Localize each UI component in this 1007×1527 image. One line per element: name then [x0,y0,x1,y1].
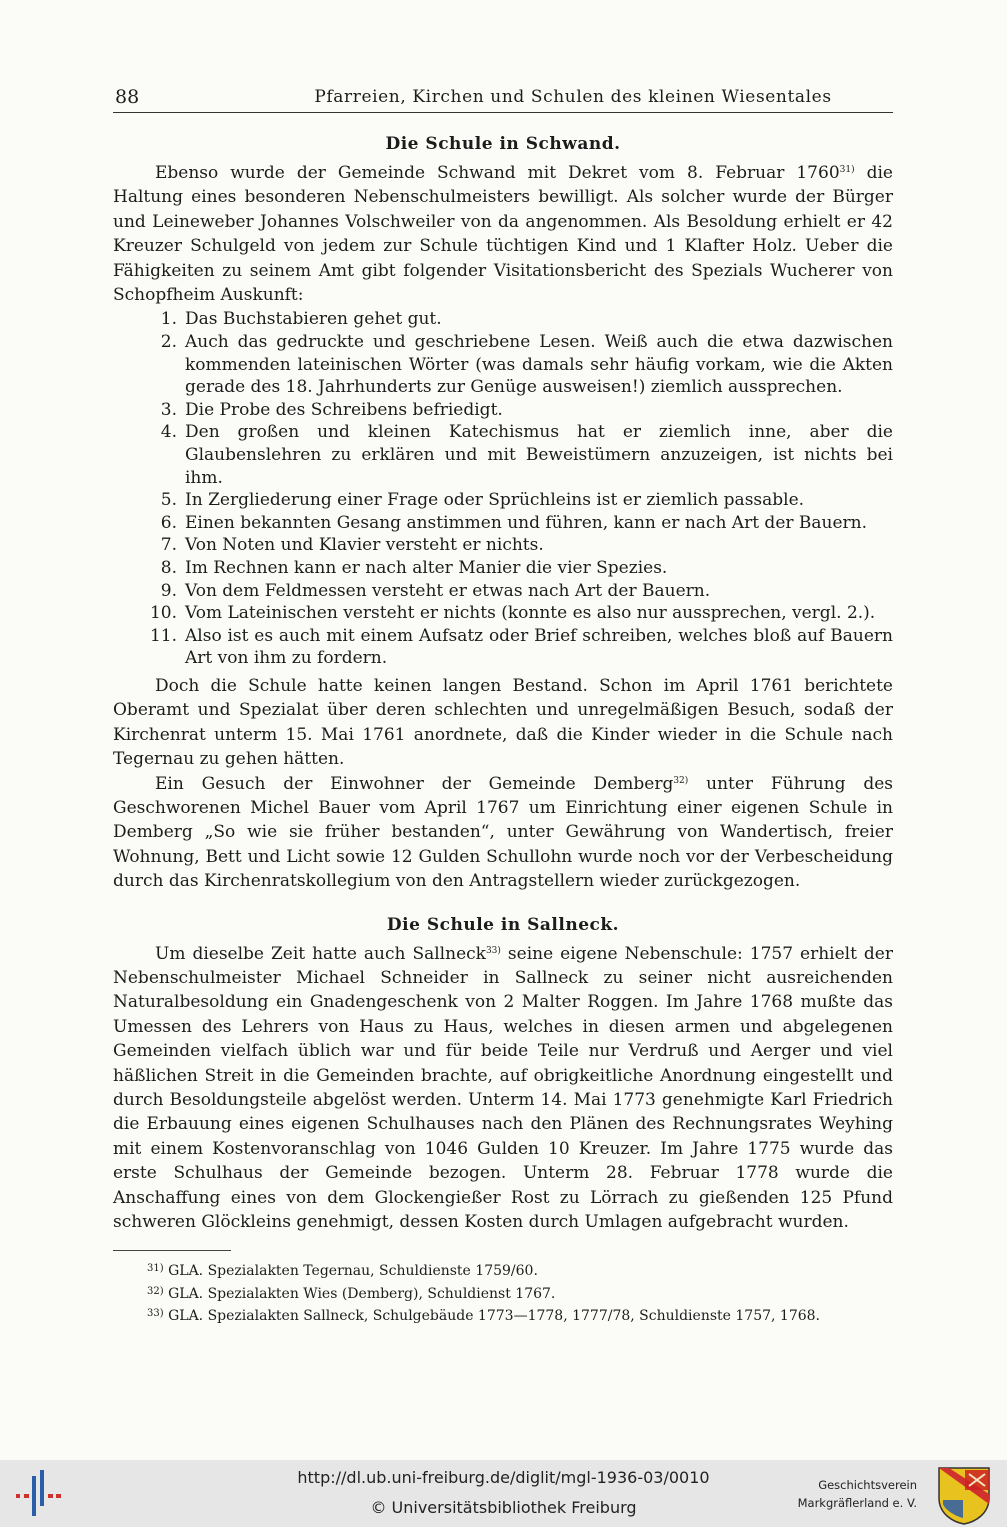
footer-bar [0,1460,1007,1527]
footnote-ref-32[interactable]: 32) [673,775,689,786]
footnote-32: $^{32)}$ GLA. Spezialakten Wies (Demberg), Schuldienst 1767. [147,1285,556,1302]
footnote-ref-33[interactable]: 33) [485,945,501,956]
visitation-report-list [113,308,893,670]
list-item: 9. Von dem Feldmessen versteht er etwas nach Art der Bauern. [160,580,711,601]
list-item: 1. Das Buchstabieren gehet gut. [160,309,442,330]
section-heading-sallneck: Die Schule in Sallneck. [386,914,620,935]
footnote-31: $^{31)}$ GLA. Spezialakten Tegernau, Schuldienste 1759/60. [147,1263,538,1280]
list-item: 8. Im Rechnen kann er nach alter Manier die vier Spezies. [160,557,668,578]
footnote-33: $^{33)}$ GLA. Spezialakten Sallneck, Schulgebäude 1773—1778, 1777/78, Schuldienste 1757, 1768. [147,1308,820,1325]
running-title: Pfarreien, Kirchen und Schulen des kleinen Wiesentales [314,87,832,107]
list-item: 7. Von Noten und Klavier versteht er nichts. [160,535,544,556]
paragraph-schwand-closure: Doch die Schule hatte keinen langen Bestand. Schon im April 1761 berichtete Oberamt und Spezialat über deren schlechten und unregelmäßigen Besuch, sodaß der Kirchenrat unterm 15. Mai 1761 anordnete, daß die Kinder wieder in die Schule nach Tegernau zu gehen hätten. [113,675,893,770]
list-item: 4. Den großen und kleinen Katechismus hat er ziemlich inne, aber die Glaubenslehren zu erklären und mit Beweistümern anzuzeigen, ist nichts bei ihm. [160,422,893,488]
paragraph-sallneck: Um dieselbe Zeit hatte auch Sallneck$^{33)}$ seine eigene Nebenschule: 1757 erhielt der Nebenschulmeister Michael Schneider in Sallneck zu seiner nicht ausreichenden Naturalbesoldung ein Gnadengeschenk von 2 Malter Roggen. Im Jahre 1768 mußte das Umessen des Lehrers von Haus zu Haus, welches in diesen armen und abgelegenen Gemeinden vielfach üblich war und für beide Teile nur Verdruß und Aerger und viel häßlichen Streit in die Gemeinden brachte, auf obrigkeitliche Anordnung eingestellt und durch Besoldungsteile abgelöst werden. Unterm 14. Mai 1773 genehmigte Karl Friedrich die Erbauung eines eigenen Schulhauses nach den Plänen des Rechnungsrates Weyhing mit einem Kostenvoranschlag von 1046 Gulden 10 Kreuzer. Im Jahre 1775 wurde das erste Schulhaus der Gemeinde bezogen. Unterm 28. Februar 1778 wurde die Anschaffung eines von dem Glockengießer Rost zu Lörrach zu gießenden 125 Pfund schweren Glöckleins genehmigt, dessen Kosten durch Umlagen aufgebracht wurden. [113,943,893,1233]
list-item: 11. Also ist es auch mit einem Aufsatz oder Brief schreiben, welches bloß auf Bauern Art von ihm zu fordern. [149,625,893,669]
list-item: 5. In Zergliederung einer Frage oder Sprüchleins ist er ziemlich passable. [160,490,805,511]
footnote-ref-31[interactable]: 31) [839,165,855,175]
running-head [113,84,893,113]
paragraph-demberg: Ein Gesuch der Einwohner der Gemeinde Demberg$^{32)}$ unter Führung des Geschworenen Michel Bauer vom April 1767 um Einrichtung einer eigenen Schule in Demberg „So wie sie früher bestanden“, unter Gewährung von Wandertisch, freier Wohnung, Bett und Licht sowie 12 Gulden Schullohn wurde noch vor der Verbescheidung durch das Kirchenratskollegium von den Antragstellern wieder zurückgezogen. [113,773,893,892]
main-text [113,133,893,1327]
footer-copyright: © Universitätsbibliothek Freiburg [370,1498,637,1517]
coat-of-arms-icon [935,1464,993,1526]
list-item: 2. Auch das gedruckte und geschriebene Lesen. Weiß auch die etwa dazwischen kommenden lateinischen Wörter (was damals sehr häufig vorkam, wie die Akten gerade des 18. Jahrhunderts zur Genüge ausweisen!) ziemlich aussprechen. [160,332,893,398]
footnotes [113,1251,893,1327]
society-name: Geschichtsverein Markgräflerland e. V. [797,1478,917,1510]
list-item: 6. Einen bekannten Gesang anstimmen und führen, kann er nach Art der Bauern. [160,512,868,533]
footer-url-link[interactable]: http://dl.ub.uni-freiburg.de/diglit/mgl-1936-03/0010 [297,1468,710,1487]
section-heading-schwand: Die Schule in Schwand. [385,134,621,154]
list-item: 3. Die Probe des Schreibens befriedigt. [160,399,503,420]
page-number: 88 [115,86,140,108]
paragraph-schwand-intro: Ebenso wurde der Gemeinde Schwand mit Dekret vom 8. Februar 1760$^{31)}$ die Haltung eines besonderen Nebenschulmeisters bewilligt. Als solcher wurde der Bürger und Leineweber Johannes Volschweiler von da angenommen. Als Besoldung erhielt er 42 Kreuzer Schulgeld von jedem zur Schule tüchtigen Kind und 1 Klafter Holz. Ueber die Fähigkeiten zu seinem Amt gibt folgender Visitationsbericht des Spezials Wucherer von Schopfheim Auskunft: [113,163,893,306]
list-item: 10. Vom Lateinischen versteht er nichts (konnte es also nur aussprechen, vergl. 2.). [149,603,876,624]
